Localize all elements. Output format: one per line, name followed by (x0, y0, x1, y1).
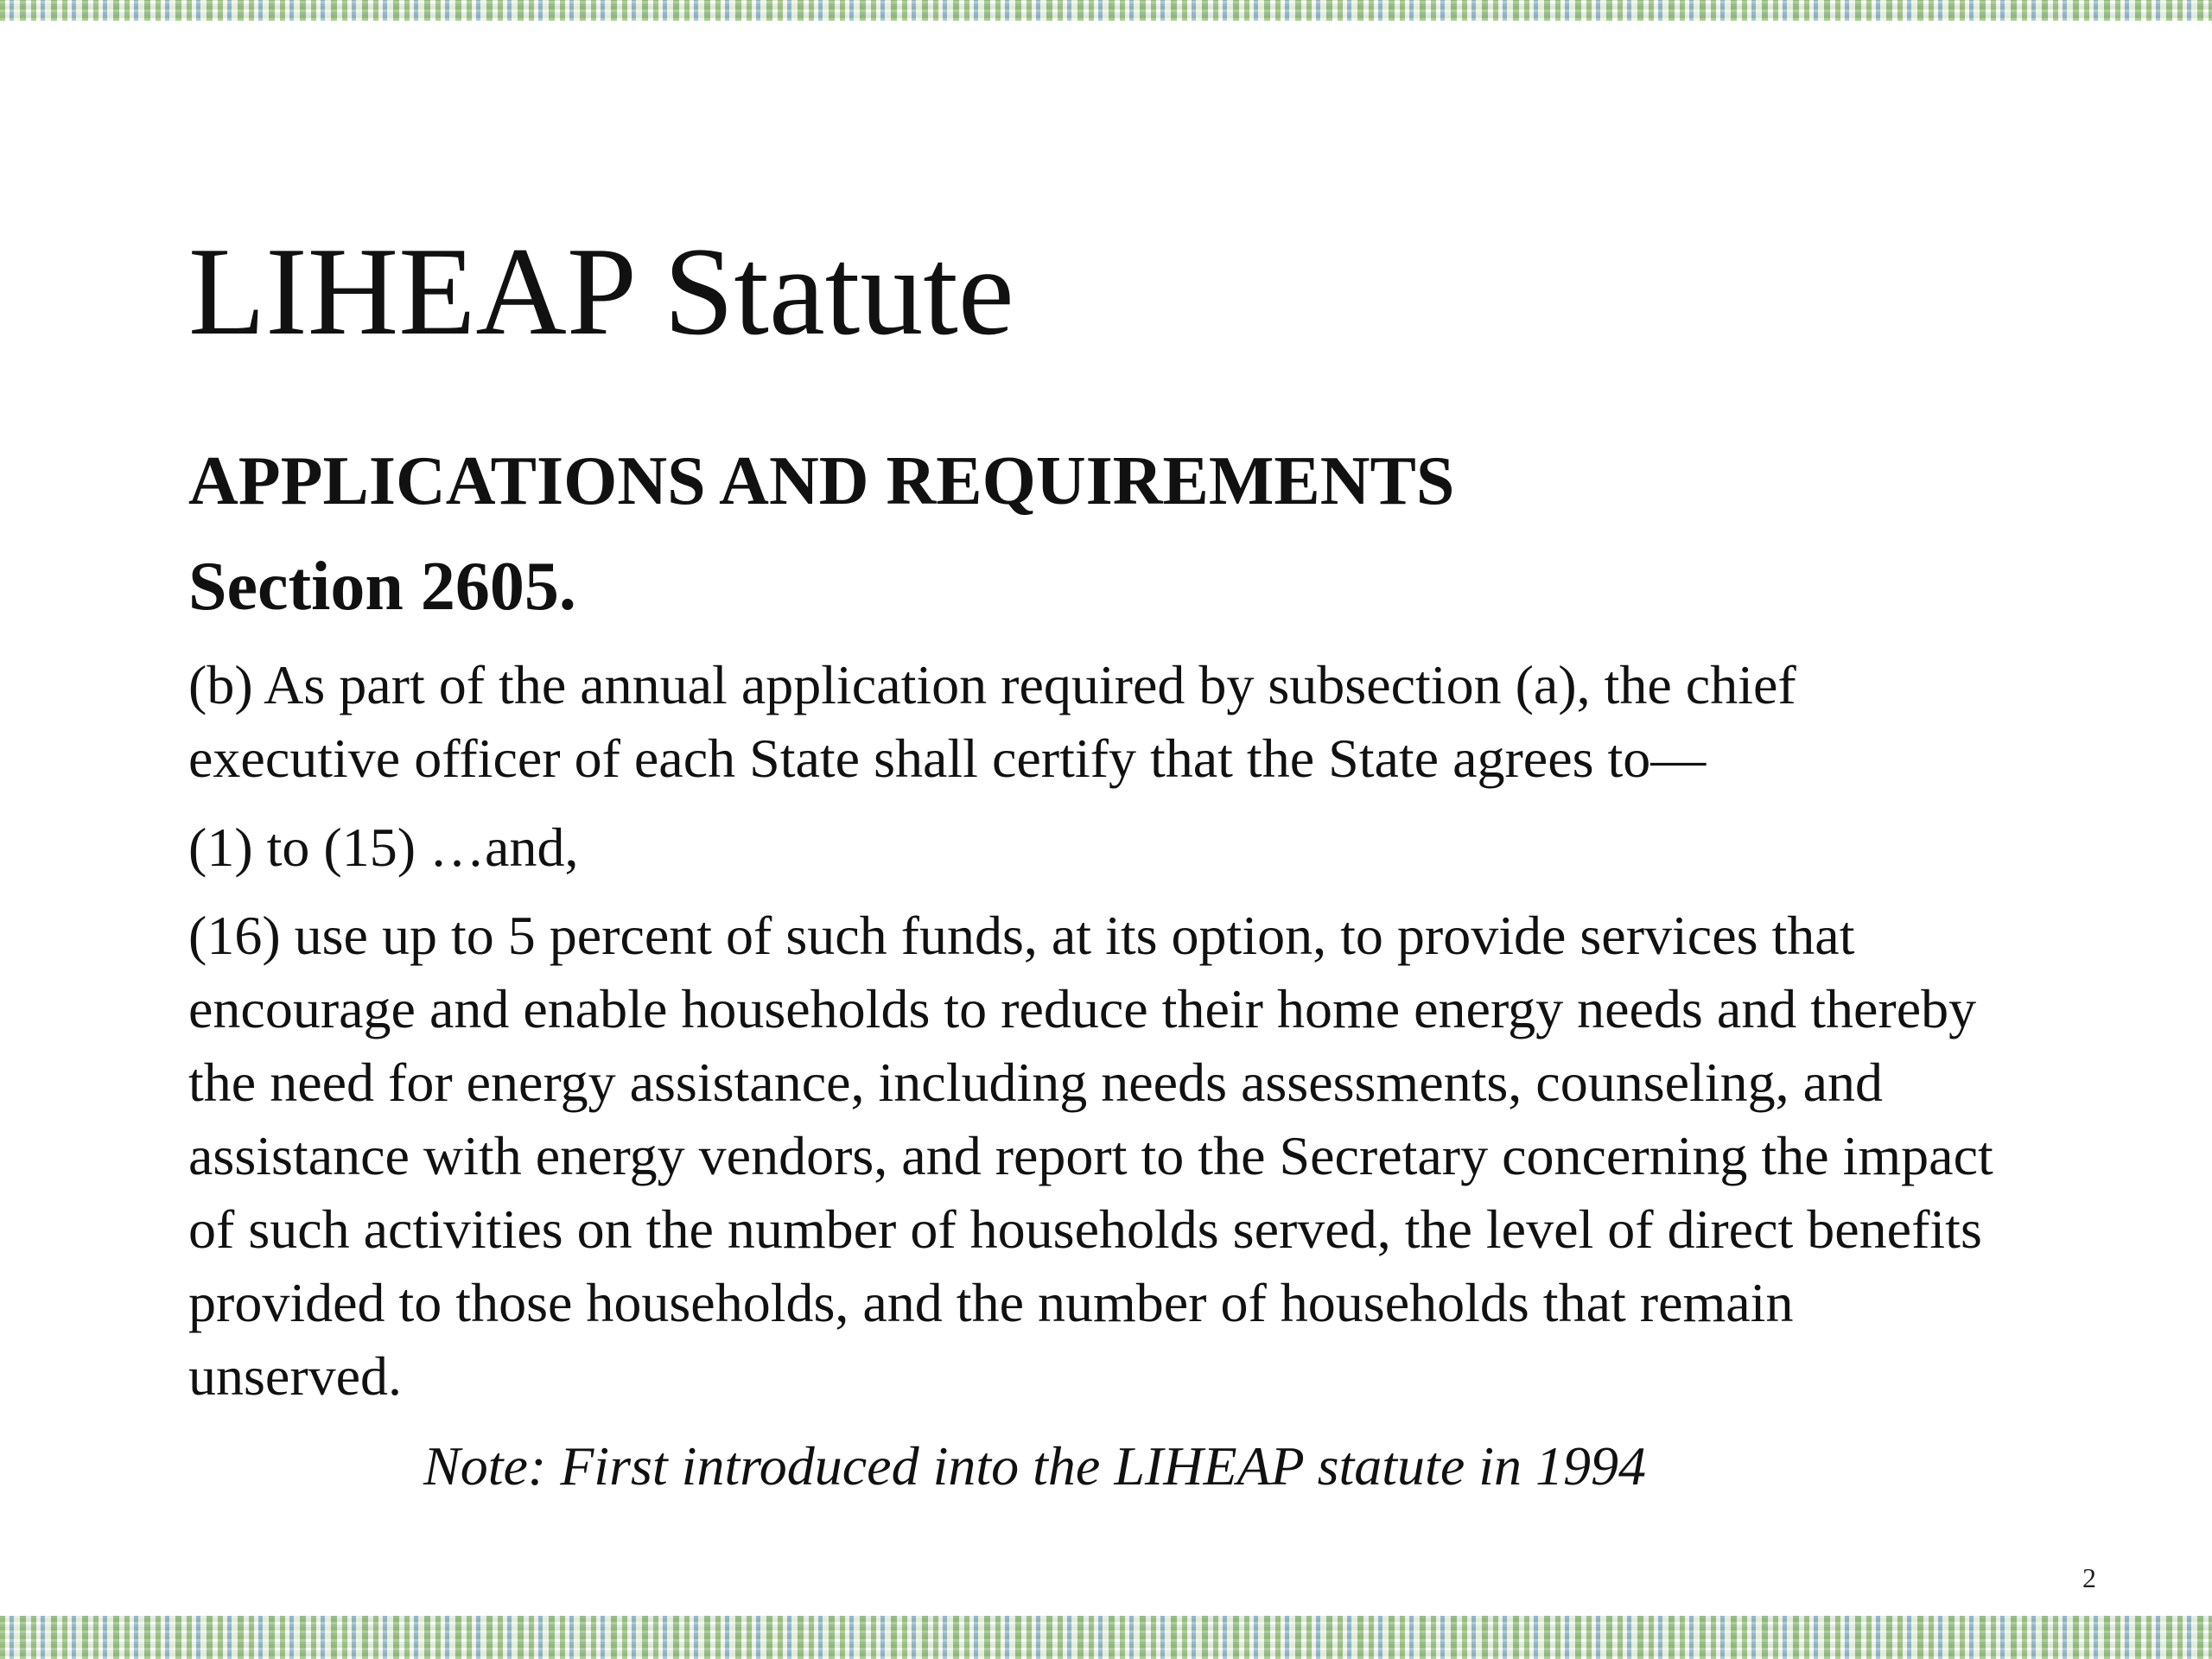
paragraph-b: (b) As part of the annual application required by subsection (a), the chief executive officer of each State shall certify that the State agrees to— (188, 654, 1796, 789)
page-number: 2 (2082, 1562, 2096, 1593)
section-heading: Section 2605. (188, 549, 576, 625)
paragraph-16: (16) use up to 5 percent of such funds, at its option, to provide services that encourage and enable households to reduce their home energy needs and thereby the need for energy assistance, including needs assessments, counseling, and assistance with energy vendors, and report to the Secretary concerning the impact of such activities on the number of households served, the level of direct benefits provided to those households, and the number of households that remain unserved. (188, 905, 1993, 1407)
bottom-decorative-border (0, 1616, 2212, 1659)
paragraph-1-to-15: (1) to (15) …and, (188, 817, 579, 878)
top-decorative-border (0, 0, 2212, 21)
applications-heading: APPLICATIONS AND REQUIREMENTS (188, 443, 1455, 519)
slide-title: LIHEAP Statute (188, 221, 1014, 361)
footnote: Note: First introduced into the LIHEAP statute in 1994 (423, 1435, 1646, 1497)
